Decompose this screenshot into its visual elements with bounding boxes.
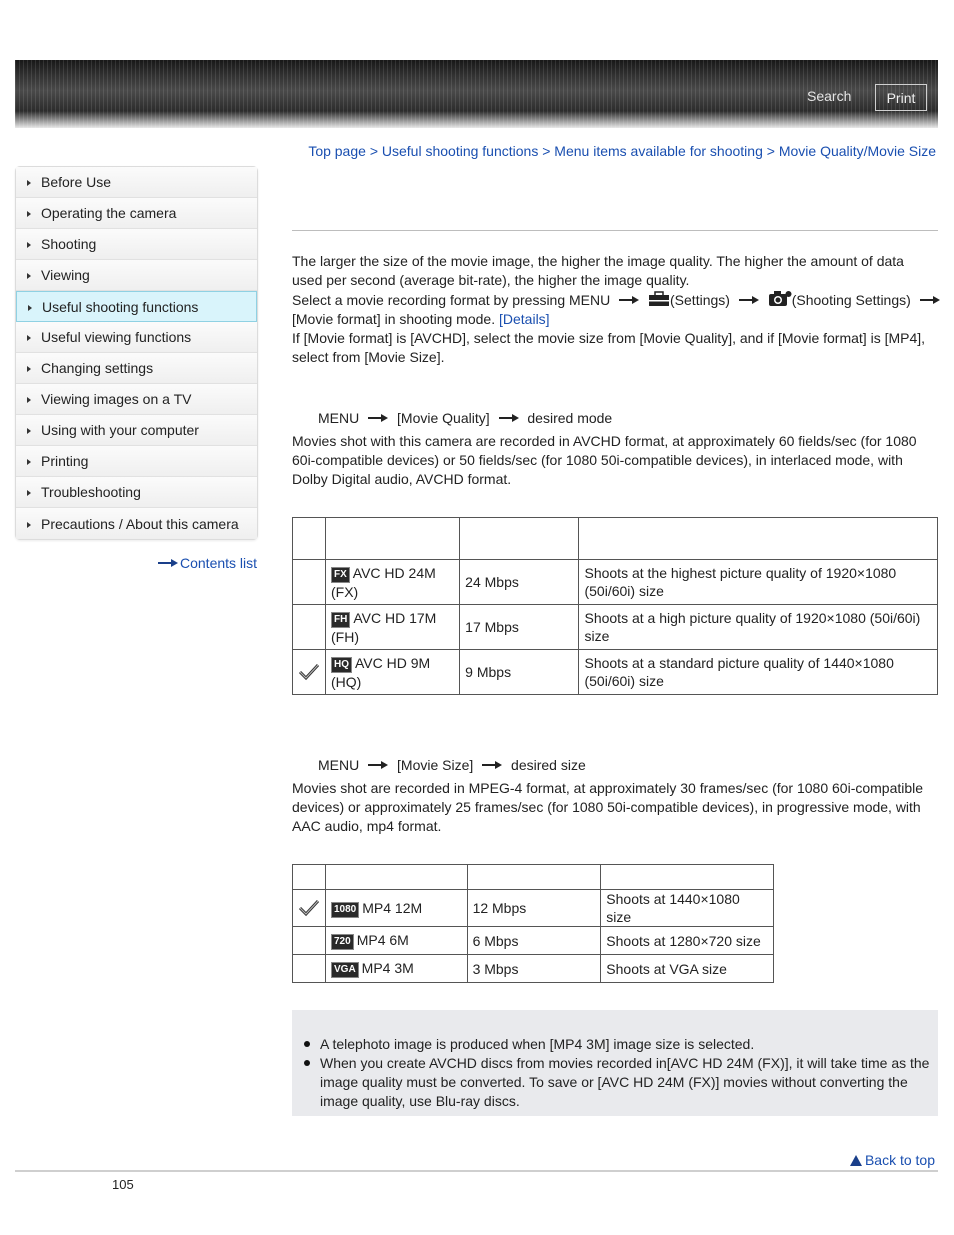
contents-list-link[interactable] xyxy=(158,555,257,571)
size-name: MP4 3M xyxy=(361,960,414,976)
checkmark-default-icon xyxy=(298,663,320,681)
menu-target-label: desired size xyxy=(511,757,586,773)
sidebar-item-viewing[interactable] xyxy=(16,260,257,291)
bitrate-cell: 3 Mbps xyxy=(467,955,601,983)
arrow-right-icon xyxy=(482,761,502,769)
arrow-right-icon xyxy=(28,305,32,311)
table-row xyxy=(293,650,938,695)
breadcrumb-separator: > xyxy=(766,143,775,159)
title-divider xyxy=(292,230,938,231)
arrow-right-icon xyxy=(27,397,31,403)
quality-code: (HQ) xyxy=(331,673,362,690)
intro-line-2b xyxy=(292,310,932,329)
contents-list-label: Contents list xyxy=(180,555,258,571)
bitrate-cell: 24 Mbps xyxy=(460,560,579,605)
breadcrumb-useful-shooting[interactable]: Useful shooting functions xyxy=(381,143,539,159)
sidebar-item-before-use[interactable] xyxy=(16,167,257,198)
arrow-right-icon xyxy=(27,459,31,465)
arrow-right-icon xyxy=(27,522,31,528)
table-row xyxy=(293,955,774,983)
intro-paragraph xyxy=(292,252,932,367)
settings-label: (Settings) xyxy=(670,292,730,308)
size-vga-icon: VGA xyxy=(331,962,359,978)
size-description: Shoots at 1440×1080 size xyxy=(601,890,774,927)
quality-name: AVC HD 24M xyxy=(352,564,436,581)
sidebar-item-useful-viewing[interactable] xyxy=(16,322,257,353)
arrow-right-icon xyxy=(920,296,940,304)
arrow-right-icon xyxy=(27,211,31,217)
checkmark-default-icon xyxy=(298,899,320,917)
size-1080-icon: 1080 xyxy=(331,902,359,918)
arrow-right-icon xyxy=(499,414,519,422)
page-number: 105 xyxy=(112,1177,134,1192)
camera-settings-icon xyxy=(768,290,792,307)
size-720-icon: 720 xyxy=(331,934,354,950)
bitrate-cell: 17 Mbps xyxy=(460,605,579,650)
table-row xyxy=(293,927,774,955)
menu-item-label: [Movie Quality] xyxy=(397,410,490,426)
quality-description: Shoots at a standard picture quality of 1440×1080 xyxy=(584,655,894,671)
bitrate-cell: 12 Mbps xyxy=(467,890,601,927)
menu-target-label: desired mode xyxy=(527,410,613,426)
sidebar-item-troubleshooting[interactable] xyxy=(16,477,257,508)
size-name: MP4 6M xyxy=(356,932,409,948)
bitrate-cell: 9 Mbps xyxy=(460,650,579,695)
sidebar-item-printing[interactable] xyxy=(16,446,257,477)
back-to-top-label: Back to top xyxy=(864,1152,935,1168)
movie-size-menu-path xyxy=(318,757,586,773)
arrow-right-icon xyxy=(739,296,759,304)
bullet-icon xyxy=(304,1060,310,1066)
sidebar-item-label: Viewing images on a TV xyxy=(41,391,192,407)
fx-quality-icon: FX xyxy=(331,567,350,583)
notes-box xyxy=(292,1010,938,1116)
sidebar-item-label: Changing settings xyxy=(41,360,154,376)
sidebar-item-label: Operating the camera xyxy=(41,205,177,221)
note-item: When you create AVCHD discs from movies recorded in[AVC HD 24M (FX)], it will take time as the image quality must be converted. To save or [AVC HD 24M (FX)] movies without converting the image quality, use Blu-ray discs. xyxy=(320,1055,930,1109)
intro-line-3: If [Movie format] is [AVCHD], select the movie size from [Movie Quality], and if [Movie format] is [MP4], select from [Movie Size]. xyxy=(292,330,926,365)
quality-name: AVC HD 9M xyxy=(355,654,431,671)
intro-line-2-suffix: [Movie format] in shooting mode. xyxy=(292,311,496,327)
fh-quality-icon: FH xyxy=(331,612,350,628)
intro-line-2-prefix: Select a movie recording format by pressing MENU xyxy=(292,292,611,308)
intro-line-1: The larger the size of the movie image, the higher the image quality. The higher the amount of data used per second (average bit-rate), the higher the image quality. xyxy=(292,253,904,288)
sidebar-item-label: Precautions / About this camera xyxy=(41,515,239,532)
sidebar-item-label: Troubleshooting xyxy=(41,484,141,500)
sidebar-item-label: Before Use xyxy=(41,174,112,190)
back-to-top-link[interactable] xyxy=(850,1152,935,1168)
breadcrumb-current[interactable]: Movie Quality/Movie Size xyxy=(778,143,936,159)
table-row xyxy=(293,890,774,927)
table-row xyxy=(293,560,938,605)
sidebar-item-viewing-tv[interactable] xyxy=(16,384,257,415)
search-link[interactable]: Search xyxy=(807,88,852,104)
sidebar-item-label: Using with your computer xyxy=(41,422,199,438)
quality-description-cont: (50i/60i) size xyxy=(584,583,664,599)
quality-code: (FH) xyxy=(331,628,359,645)
sidebar-item-label: Useful shooting functions xyxy=(42,298,199,315)
arrow-right-icon xyxy=(27,180,31,186)
menu-label: MENU xyxy=(318,757,360,773)
sidebar-item-label: Viewing xyxy=(41,267,90,283)
shooting-settings-label: (Shooting Settings) xyxy=(791,292,911,308)
arrow-right-icon xyxy=(368,414,388,422)
arrow-right-icon xyxy=(619,296,639,304)
details-link[interactable]: [Details] xyxy=(499,311,550,327)
arrow-right-icon xyxy=(27,428,31,434)
footer-divider xyxy=(15,1170,938,1172)
sidebar-item-operating[interactable] xyxy=(16,198,257,229)
quality-description: Shoots at a high picture quality of 1920×1080 (50i/60i) xyxy=(584,610,921,626)
sidebar-nav xyxy=(15,166,258,540)
bullet-icon xyxy=(304,1041,310,1047)
toolbox-settings-icon xyxy=(648,291,670,307)
sidebar-item-shooting[interactable] xyxy=(16,229,257,260)
breadcrumb xyxy=(308,143,936,159)
quality-description-cont: size xyxy=(584,628,610,644)
menu-label: MENU xyxy=(318,410,360,426)
quality-description: Shoots at the highest picture quality of 1920×1080 xyxy=(584,565,897,581)
sidebar-item-label: Printing xyxy=(41,453,89,469)
quality-name: AVC HD 17M xyxy=(353,609,437,626)
arrow-right-icon xyxy=(158,559,178,567)
arrow-right-icon xyxy=(27,335,31,341)
arrow-right-icon xyxy=(27,366,31,372)
size-description: Shoots at 1280×720 size xyxy=(601,927,774,955)
breadcrumb-separator: > xyxy=(369,143,378,159)
sidebar-item-label: Shooting xyxy=(41,236,97,252)
breadcrumb-separator: > xyxy=(542,143,551,159)
avchd-description: Movies shot with this camera are recorded in AVCHD format, at approximately 60 fields/sec (for 1080 60i-compatible devices) or 50 fields/sec (for 1080 50i-compatible devices), in interlaced mode, with Dolby Digital audio, AVCHD format. xyxy=(292,433,917,487)
sidebar-item-label: Useful viewing functions xyxy=(41,329,192,345)
table-header-row xyxy=(293,865,774,890)
arrow-right-icon xyxy=(27,490,31,496)
table-header-row xyxy=(293,518,938,560)
print-button[interactable]: Print xyxy=(875,84,927,111)
quality-code: (FX) xyxy=(331,583,359,600)
size-name: MP4 12M xyxy=(362,899,423,916)
intro-line-2 xyxy=(292,290,932,310)
arrow-right-icon xyxy=(368,761,388,769)
movie-quality-menu-path xyxy=(318,410,612,426)
menu-item-label: [Movie Size] xyxy=(397,757,474,773)
sidebar-item-computer[interactable] xyxy=(16,415,257,446)
arrow-right-icon xyxy=(27,273,31,279)
note-item: A telephoto image is produced when [MP4 3M] image size is selected. xyxy=(320,1036,755,1052)
sidebar-item-useful-shooting[interactable] xyxy=(16,291,257,322)
breadcrumb-top-page[interactable]: Top page xyxy=(308,143,366,159)
avchd-quality-table xyxy=(292,517,938,695)
sidebar-item-changing-settings[interactable] xyxy=(16,353,257,384)
size-description: Shoots at VGA size xyxy=(601,955,774,983)
quality-description-cont: (50i/60i) size xyxy=(584,673,664,689)
mp4-size-table xyxy=(292,864,774,983)
hq-quality-icon: HQ xyxy=(331,657,352,673)
mp4-description: Movies shot are recorded in MPEG-4 format, at approximately 30 frames/sec (for 1080 60i-compatible devices) or approximately 25 frames/sec (for 1080 50i-compatible devices), in progressive mode, with AAC audio, mp4 format. xyxy=(292,780,924,834)
table-row xyxy=(293,605,938,650)
arrow-right-icon xyxy=(27,242,31,248)
bitrate-cell: 6 Mbps xyxy=(467,927,601,955)
header-banner xyxy=(15,60,938,128)
arrow-up-icon xyxy=(850,1155,862,1166)
breadcrumb-menu-items[interactable]: Menu items available for shooting xyxy=(554,143,763,159)
sidebar-item-precautions[interactable] xyxy=(16,508,257,539)
